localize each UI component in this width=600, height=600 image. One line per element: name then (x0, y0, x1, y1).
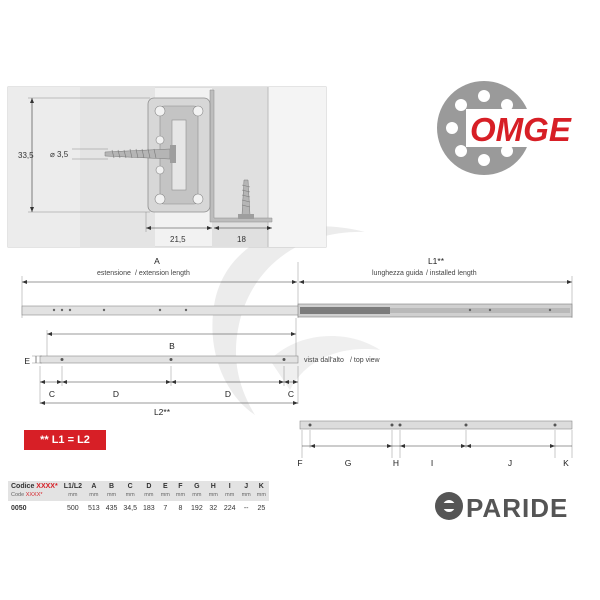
label-l1: L1** (427, 256, 445, 266)
dim-screw-diameter: ⌀ 3,5 (50, 150, 69, 159)
table-cell: 34,5 (123, 505, 137, 512)
omge-logo-text: OMGE (470, 111, 571, 148)
side-view-drawing (22, 256, 572, 318)
column-header: L1/L2 mm (61, 481, 85, 501)
column-header: H mm (206, 481, 221, 501)
label-l1-it: lunghezza guida (372, 270, 423, 277)
label-g: G (344, 458, 352, 468)
label-k: K (563, 458, 569, 468)
label-f: F (297, 458, 303, 468)
label-d-left: D (112, 389, 120, 399)
table-cell: 192 (191, 505, 203, 512)
top-view-caption-en: / top view (350, 357, 380, 364)
table-cell: 500 (67, 505, 79, 512)
table-cell: 25 (257, 505, 266, 512)
column-header: F mm (173, 481, 188, 501)
label-i: I (430, 458, 434, 468)
table-cell: -- (243, 505, 249, 512)
table-row (8, 501, 269, 516)
column-header: B mm (103, 481, 121, 501)
code-placeholder-en: XXXX* (25, 492, 43, 498)
label-d-right: D (224, 389, 232, 399)
table-cell: 183 (143, 505, 155, 512)
code-label-en: Code (11, 492, 25, 498)
label-c-right: C (287, 389, 295, 399)
label-e: E (24, 356, 30, 366)
column-header: K mm (254, 481, 269, 501)
dim-height: 33,5 (18, 151, 34, 160)
l1-equals-l2-badge: ** L1 = L2 (24, 430, 106, 450)
table-cell: 32 (209, 505, 218, 512)
table-cell-code: 0050 (11, 505, 27, 512)
table-cell: 7 (163, 505, 168, 512)
column-header: D mm (140, 481, 158, 501)
label-h: H (392, 458, 400, 468)
label-a-it: estensione (97, 270, 131, 277)
omge-logo (437, 81, 598, 175)
code-label: Codice (11, 483, 35, 490)
label-a-en: / extension length (135, 270, 190, 277)
label-c-left: C (48, 389, 56, 399)
column-header: C mm (120, 481, 140, 501)
column-header: I mm (221, 481, 239, 501)
table-cell: 435 (105, 505, 118, 512)
right-view-drawing (297, 421, 572, 468)
table-cell: 8 (178, 505, 183, 512)
top-view-drawing (24, 318, 380, 417)
paride-logo-text: PARIDE (466, 493, 569, 523)
label-j: J (507, 458, 513, 468)
code-column-header (8, 481, 61, 501)
label-l1-en: / installed length (426, 270, 477, 277)
dim-offset: 21,5 (170, 235, 186, 244)
spec-table-header (8, 481, 269, 501)
column-header: J mm (239, 481, 254, 501)
spec-table (8, 481, 269, 516)
column-header: A mm (85, 481, 103, 501)
code-placeholder: XXXX* (36, 483, 58, 490)
label-b: B (169, 341, 175, 351)
paride-logo (434, 489, 598, 523)
top-view-caption-it: vista dall'alto (304, 357, 344, 364)
label-a: A (154, 256, 160, 266)
cross-section-drawing (8, 87, 326, 247)
dim-depth: 18 (237, 235, 246, 244)
label-l2: L2** (153, 407, 171, 417)
table-cell: 224 (223, 505, 236, 512)
column-header: G mm (188, 481, 206, 501)
table-cell: 513 (88, 505, 100, 512)
column-header: E mm (158, 481, 173, 501)
